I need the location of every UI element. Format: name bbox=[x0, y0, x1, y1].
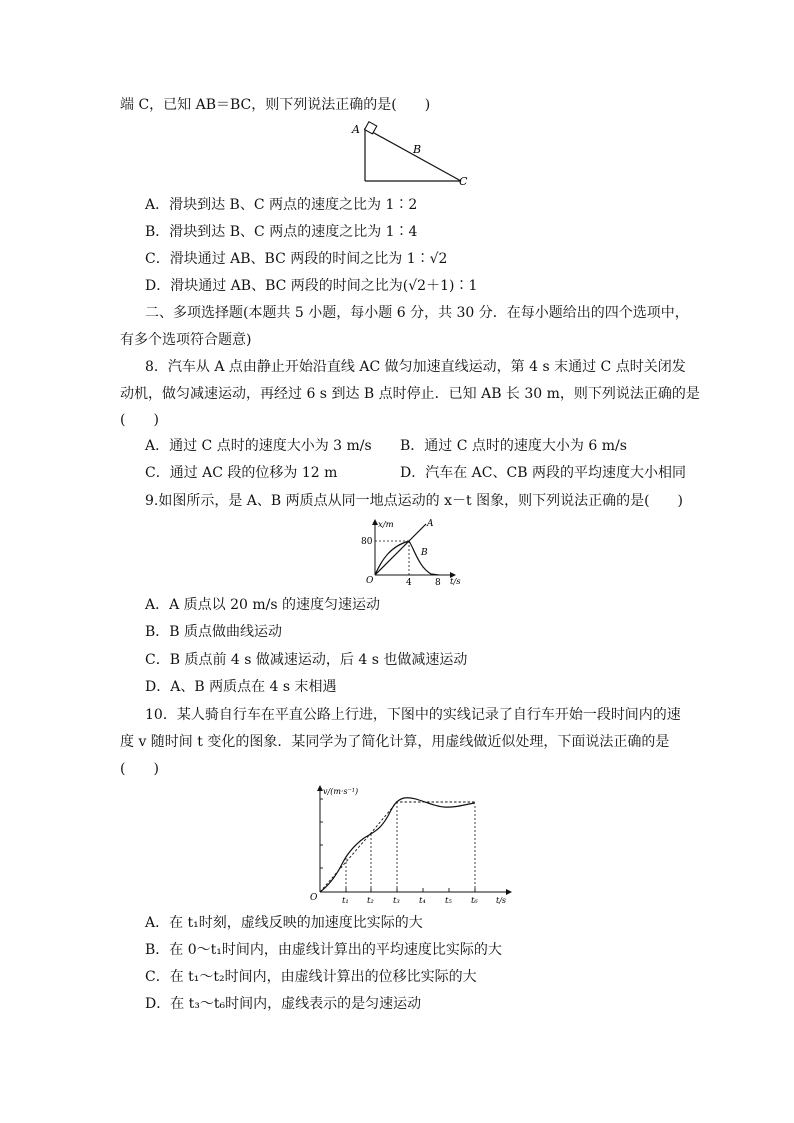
q10-xtick-label-t6: t₆ bbox=[471, 896, 478, 906]
q10-stem-line3: ( ) bbox=[120, 761, 159, 777]
q8-option-a: A．通过 C 点时的速度大小为 3 m/s bbox=[145, 438, 372, 454]
slider-block bbox=[365, 122, 377, 134]
q9-option-c: C．B 质点前 4 s 做减速运动，后 4 s 也做减速运动 bbox=[145, 652, 468, 668]
q9-ylabel: x/m bbox=[378, 520, 394, 530]
q7-option-a: A．滑块到达 B、C 两点的速度之比为 1∶2 bbox=[145, 197, 418, 213]
section2-heading-line1: 二、多项选择题(本题共 5 小题，每小题 6 分，共 30 分．在每小题给出的四个选项中， bbox=[145, 305, 689, 321]
q9-label-a: A bbox=[427, 519, 434, 529]
q9-option-b: B．B 质点做曲线运动 bbox=[145, 624, 283, 640]
q10-xlabel: t/s bbox=[496, 896, 507, 905]
q10-xtick-label-t2: t₂ bbox=[367, 896, 374, 906]
q9-xtick-8: 8 bbox=[435, 578, 441, 588]
q9-origin: O bbox=[366, 576, 374, 586]
q10-option-c: C．在 t₁～t₂时间内，由虚线计算出的位移比实际的大 bbox=[145, 969, 477, 985]
incline-label-b: B bbox=[413, 143, 422, 156]
q10-ylabel: v/(m·s⁻¹) bbox=[323, 787, 359, 796]
q10-origin: O bbox=[310, 893, 318, 903]
q9-xtick-4: 4 bbox=[406, 578, 412, 588]
incline-figure bbox=[345, 120, 475, 190]
q9-xlabel: t/s bbox=[450, 577, 461, 587]
section2-heading-line2: 有多个选项符合题意) bbox=[120, 332, 252, 348]
q9-xt-graph bbox=[355, 515, 470, 588]
incline-label-c: C bbox=[459, 175, 468, 188]
q9-stem: 9.如图所示，是 A、B 两质点从同一地点运动的 x－t 图象，则下列说法正确的是( ) bbox=[145, 493, 683, 509]
q10-option-a: A．在 t₁时刻，虚线反映的加速度比实际的大 bbox=[145, 915, 423, 931]
q10-option-d: D．在 t₃～t₆时间内，虚线表示的是匀速运动 bbox=[145, 996, 422, 1012]
q9-ytick-80: 80 bbox=[361, 537, 373, 547]
q7-stem-tail: 端 C，已知 AB＝BC，则下列说法正确的是( ) bbox=[120, 97, 431, 113]
q9-option-a: A．A 质点以 20 m/s 的速度匀速运动 bbox=[145, 597, 381, 613]
q9-line-a bbox=[375, 524, 426, 575]
q10-option-b: B．在 0～t₁时间内，由虚线计算出的平均速度比实际的大 bbox=[145, 942, 502, 958]
q10-solid-curve bbox=[320, 798, 475, 892]
q10-stem-line2: 度 v 随时间 t 变化的图象．某同学为了简化计算，用虚线做近似处理，下面说法正确的是 bbox=[120, 734, 670, 750]
q8-option-c: C．通过 AC 段的位移为 12 m bbox=[145, 465, 338, 481]
q8-stem-line3: ( ) bbox=[120, 412, 159, 428]
q10-vt-graph bbox=[308, 782, 523, 907]
q10-stem-line1: 10．某人骑自行车在平直公路上行进，下图中的实线记录了自行车开始一段时间内的速 bbox=[145, 707, 681, 723]
q7-option-c: C．滑块通过 AB、BC 两段的时间之比为 1∶√2 bbox=[145, 251, 448, 267]
incline-label-a: A bbox=[352, 123, 360, 136]
q10-xtick-label-t3: t₃ bbox=[393, 896, 400, 906]
q9-curve-b bbox=[375, 541, 439, 575]
q7-option-d: D．滑块通过 AB、BC 两段的时间之比为(√2＋1)∶1 bbox=[145, 278, 478, 294]
q10-dashed-approx bbox=[320, 802, 475, 892]
q10-xtick-label-t5: t₅ bbox=[445, 896, 452, 906]
q9-label-b: B bbox=[421, 548, 428, 558]
q8-option-b: B．通过 C 点时的速度大小为 6 m/s bbox=[400, 438, 627, 454]
q10-xtick-label-t4: t₄ bbox=[419, 896, 426, 906]
q8-stem-line2: 动机，做匀减速运动，再经过 6 s 到达 B 点时停止．已知 AB 长 30 m，则下列说法正确的是 bbox=[120, 386, 700, 402]
q9-option-d: D．A、B 两质点在 4 s 末相遇 bbox=[145, 679, 337, 695]
q8-option-d: D．汽车在 AC、CB 两段的平均速度大小相同 bbox=[400, 465, 686, 481]
q8-stem-line1: 8．汽车从 A 点由静止开始沿直线 AC 做匀加速直线运动，第 4 s 末通过 C 点时关闭发 bbox=[145, 359, 686, 375]
q10-xtick-label-t1: t₁ bbox=[342, 896, 349, 906]
q7-option-b: B．滑块到达 B、C 两点的速度之比为 1∶4 bbox=[145, 224, 418, 240]
